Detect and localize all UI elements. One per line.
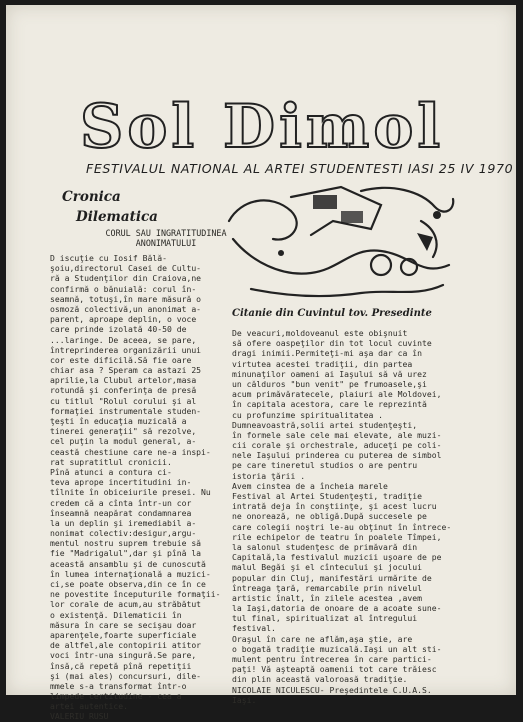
right-column-line: ne onorează, ne obligă.După succesele pe — [232, 511, 427, 522]
right-column-line: NICOLAIE NICULESCU- Preşedintele C.U.A.S. — [232, 684, 432, 695]
left-column-line: seamnă, totuşi,în mare măsură o — [50, 293, 202, 304]
left-column-line: şi (mai ales) concursuri, dile- — [50, 670, 202, 681]
right-column-line: minunaţilor oameni ai Iaşului să vă urez — [232, 368, 427, 379]
left-column-line: limpede certitudine - cea a — [50, 691, 182, 702]
right-column-line: nele Iaşului prinderea cu puterea de simbol — [232, 450, 442, 461]
left-column-line: ţeşti în educaţia muzicală a — [50, 416, 187, 426]
right-column-line: tul final, spiritualizat al întregului — [232, 613, 418, 624]
left-column-line: chiar asa ? Speram ca astazi 25 — [50, 365, 202, 376]
right-column-line: artistic înalt, în zilele acestea ,avem — [232, 592, 423, 603]
illustration-art — [221, 181, 461, 309]
left-column-line: Pînă atunci a contura ci- — [50, 466, 172, 477]
right-column-line: cu profunzime spiritualitatea . — [232, 409, 384, 420]
left-column-line: parent, aproape deplin, o voce — [50, 314, 197, 325]
right-column-line: intrată deja în conştiinţe, şi acest lucru — [232, 501, 437, 512]
right-column-line: să ofere oaspeţilor din tot locul cuvinte — [232, 338, 432, 349]
right-column-line: un călduros "bun venit" pe frumoasele,şi — [232, 378, 427, 389]
left-column-line: osmoză colectivă,un anonimat a- — [50, 303, 202, 314]
left-column-line: întreprinderea organizării unui — [50, 344, 202, 355]
right-column-line: Capitală,la festivalul muzicii uşoare de pe — [232, 552, 442, 563]
speech-title: Citanie din Cuvintul tov. Presedinte — [232, 308, 432, 319]
right-column-line: acum primăvăratecele, plaiuri ale Moldovei, — [232, 389, 442, 400]
right-column-line: pe care tineretul studios o are pentru — [232, 460, 418, 471]
left-column-line: cor este dificilă.Să fie oare — [50, 354, 192, 365]
left-column-line: tinerei generaţii" să rezolve, — [50, 426, 197, 437]
right-column-line: paţi! Vă aşteaptă oamenii tot care trăiesc — [232, 664, 437, 675]
left-column-line: ceastă chestiune care ne-a inspi- — [50, 446, 211, 457]
festival-line: FESTIVALUL NATIONAL AL ARTEI STUDENTESTI IASI 25 IV 1970 — [86, 161, 514, 176]
right-column-line: dragi inimii.Permiteţi-mi aşa dar ca în — [232, 348, 423, 359]
right-article-column — [232, 328, 482, 705]
newspaper-page — [6, 5, 516, 722]
right-column-line: la salonul studenţesc de primăvară din — [232, 541, 418, 552]
left-column-line: formaţiei instrumentale studen- — [50, 405, 202, 416]
masthead-title: Sol Dimol — [80, 92, 445, 162]
left-column-line: fie "Madrigalul",dar şi pînă la — [50, 548, 202, 559]
left-column-line: rotundă şi conferinţa de presă — [50, 385, 197, 396]
cronica-title-line1: Cronica — [62, 189, 121, 205]
left-column-line: ne povestite începuturile formaţii- — [50, 589, 221, 600]
left-column-line: cel puţin la modul general, a- — [50, 436, 197, 447]
left-column-line: la un deplin şi iremediabil a- — [50, 517, 197, 528]
right-column-line: Festival al Artei Studenţeşti, tradiţie — [232, 491, 423, 501]
left-column-line: ră a Studenţilor din Craiova,ne — [50, 273, 202, 284]
left-column-line: în lumea internaţională a muzici- — [50, 568, 211, 579]
right-column-line: festival. — [232, 623, 276, 634]
subhead-line1: CORUL SAU INGRATITUDINEA — [105, 228, 227, 238]
right-column-line: De veacuri,moldoveanul este obişnuit — [232, 328, 408, 338]
left-column-line: cu titlul "Rolul corului şi al — [50, 395, 197, 406]
left-column-line: artei autentice. — [50, 701, 128, 712]
masthead-logo — [76, 87, 445, 162]
right-column-line: în capitala acestora, care le reprezintă — [232, 399, 427, 410]
left-column-line: ...laringe. De aceea, se pare, — [50, 334, 197, 345]
right-column-line: din plin această valoroasă tradiţie. — [232, 674, 408, 685]
cronica-title-line2: Dilematica — [76, 209, 158, 225]
left-column-line: teva aprope incertitudini in- — [50, 477, 192, 488]
right-column-line: o bogată tradiţie muzicală.Iaşi un alt sti- — [232, 643, 442, 654]
left-column-line: aprilie,la Clubul artelor,masa — [50, 375, 197, 386]
right-column-line: malul Begăi şi el cîntecului şi jocului — [232, 562, 423, 573]
right-column-line: Iaşi. — [232, 694, 257, 705]
right-column-line: cii corale şi orchestrale, aduceţi pe coli- — [232, 440, 442, 451]
left-column-line: D iscuţie cu Iosif Bălă- — [50, 253, 167, 263]
left-column-line: nonimat colectiv:desigur,argu- — [50, 528, 197, 539]
right-column-line: la Iaşi,datoria de onoare de a acoate sune- — [232, 603, 442, 614]
left-column-line: credem că a cînta într-un cor — [50, 497, 192, 508]
left-column-line: VALERIU RUSU — [50, 711, 109, 722]
right-column-line: întreaga ţară, remarcabile prin nivelul — [232, 582, 423, 593]
right-column-line: virtutea acestei tradiţii, din partea — [232, 358, 413, 369]
left-column-line: voci într-una singură.Se pare, — [50, 650, 197, 661]
left-column-line: lor corale de acum,au străbătut — [50, 599, 202, 610]
left-column-line: rat supratitlul cronicii. — [50, 456, 172, 467]
left-column-line: confirmă o bănuială: corul în- — [50, 283, 197, 294]
right-column-line: mulent pentru întrecerea în care partici- — [232, 654, 432, 664]
subhead-line2: ANONIMATULUI — [135, 238, 197, 248]
right-column-line: istoria ţării . — [232, 470, 306, 481]
right-column-line: în formele sale cele mai elevate, ale muzi- — [232, 429, 442, 440]
right-column-line: rile echipelor de teatru în poalele Tîmpei, — [232, 531, 442, 542]
left-column-line: această ansamblu şi de cunoscută — [50, 558, 206, 569]
right-column-line: Oraşul în care ne aflăm,aşa ştie, are — [232, 633, 413, 644]
left-column-line: şoiu,directorul Casei de Cultu- — [50, 263, 202, 274]
left-column-line: însă,că repetă pînă repetiţii — [50, 660, 192, 671]
left-column-line: de altfel,ale contopirii atitor — [50, 640, 202, 651]
left-column-line: o existenţă. Dilematicii în — [50, 609, 182, 620]
right-column-line: care colegii noştri le-au obţinut în întrece- — [232, 521, 452, 532]
left-article-column — [50, 253, 238, 722]
left-column-line: tîlnite în obiceiurile presei. Nu — [50, 487, 211, 498]
right-column-line: Avem cinstea de a încheia marele — [232, 480, 388, 491]
left-column-line: mmele s-a transformat într-o — [50, 680, 187, 691]
left-column-line: care prinde izolată 40-50 de — [50, 324, 187, 335]
left-column-line: aparenţele,foarte superficiale — [50, 629, 197, 640]
left-column-line: măsura în care se secişau doar — [50, 619, 197, 630]
right-column-line: Dumneavoastră,solii artei studenţeşti, — [232, 419, 418, 430]
left-column-line: mentul nostru suprem trebuie să — [50, 538, 202, 549]
left-column-line: ci,se poate observa,din ce în ce — [50, 579, 206, 589]
left-column-line: înseamnă neapărat condamnarea — [50, 507, 192, 518]
right-column-line: popular din Cluj, manifestări urmărite de — [232, 572, 432, 583]
